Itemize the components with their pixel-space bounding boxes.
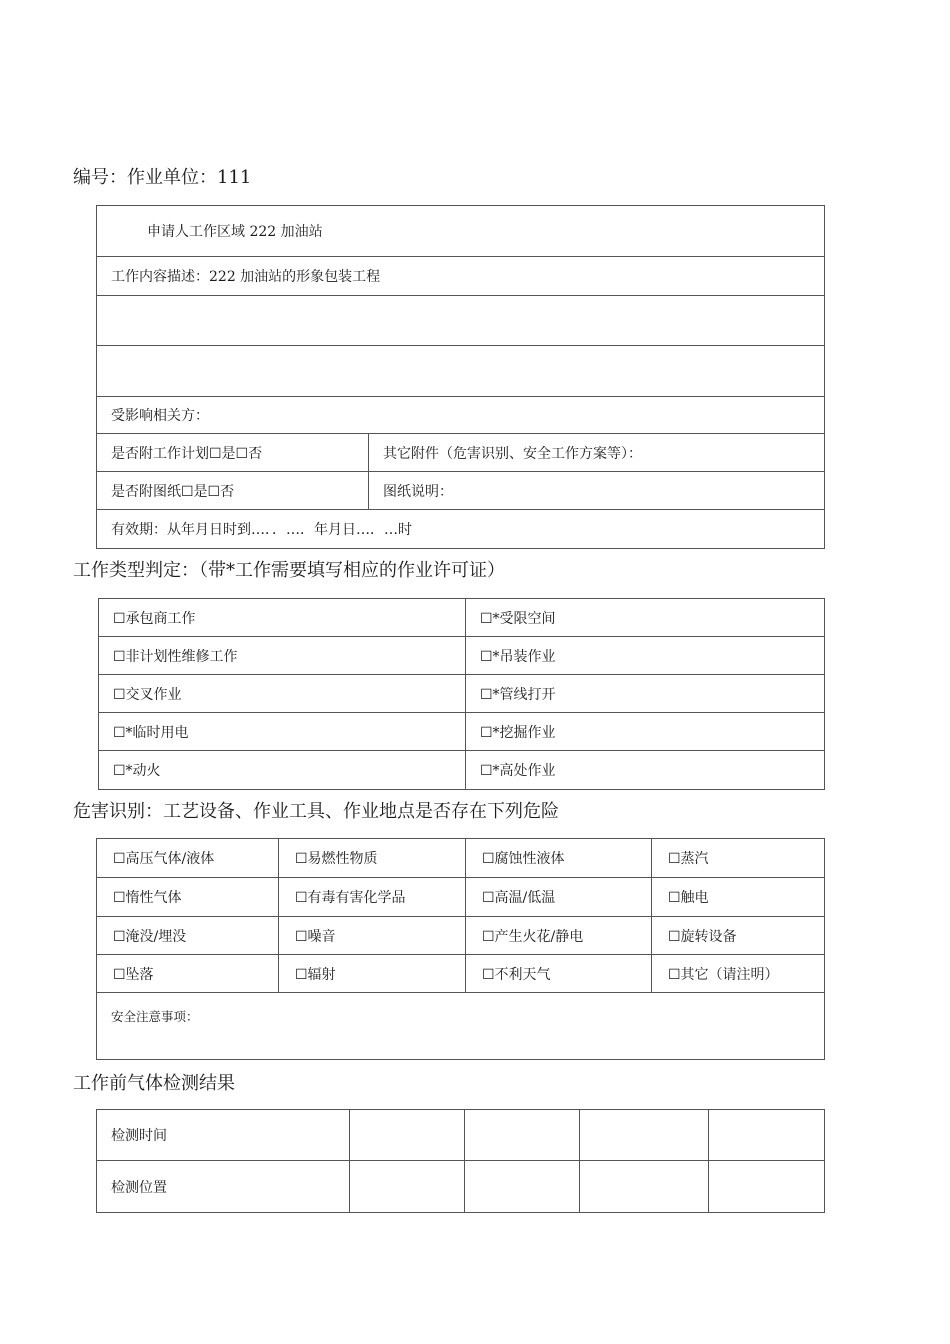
- hazards-heading: 危害识别：工艺设备、作业工具、作业地点是否存在下列危险: [73, 801, 559, 822]
- test-location-label: 检测位置: [97, 1161, 350, 1213]
- blank-row-2[interactable]: [97, 346, 825, 397]
- applicant-area-field[interactable]: 申请人工作区域 222 加油站: [97, 206, 825, 257]
- hazard-option[interactable]: ☐噪音: [279, 917, 466, 955]
- test-cell[interactable]: [350, 1110, 465, 1161]
- drawing-notes-field[interactable]: 图纸说明：: [369, 472, 825, 510]
- hazard-option[interactable]: ☐不利天气: [466, 955, 652, 993]
- work-description-field[interactable]: 工作内容描述：222 加油站的形象包装工程: [97, 257, 825, 296]
- test-cell[interactable]: [580, 1110, 709, 1161]
- validity-field[interactable]: 有效期：从年月日时到…．．…．年月日…．…时: [97, 510, 825, 549]
- test-cell[interactable]: [709, 1161, 825, 1213]
- hazard-option[interactable]: ☐旋转设备: [652, 917, 825, 955]
- blank-row-1[interactable]: [97, 296, 825, 346]
- work-type-option[interactable]: ☐交叉作业: [99, 675, 466, 713]
- hazard-option[interactable]: ☐其它（请注明）: [652, 955, 825, 993]
- work-type-option[interactable]: ☐承包商工作: [99, 599, 466, 637]
- hazard-option[interactable]: ☐高温/低温: [466, 878, 652, 917]
- test-cell[interactable]: [709, 1110, 825, 1161]
- work-type-option[interactable]: ☐*吊装作业: [466, 637, 825, 675]
- drawings-attached-field[interactable]: 是否附图纸☐是☐否: [97, 472, 369, 510]
- work-plan-attached-field[interactable]: 是否附工作计划☐是☐否: [97, 434, 369, 472]
- hazard-option[interactable]: ☐触电: [652, 878, 825, 917]
- hazard-option[interactable]: ☐有毒有害化学品: [279, 878, 466, 917]
- test-time-label: 检测时间: [97, 1110, 350, 1161]
- hazard-option[interactable]: ☐易燃性物质: [279, 839, 466, 878]
- hazards-table: [96, 838, 825, 1060]
- work-type-option[interactable]: ☐*挖掘作业: [466, 713, 825, 751]
- gas-test-table: [96, 1109, 825, 1213]
- hazard-option[interactable]: ☐蒸汽: [652, 839, 825, 878]
- safety-notes-field[interactable]: 安全注意事项：: [97, 993, 825, 1060]
- work-type-option[interactable]: ☐*动火: [99, 751, 466, 790]
- work-type-option[interactable]: ☐*受限空间: [466, 599, 825, 637]
- work-type-option[interactable]: ☐*管线打开: [466, 675, 825, 713]
- form-number-title: 编号：作业单位：111: [73, 167, 252, 188]
- test-cell[interactable]: [465, 1161, 580, 1213]
- hazard-option[interactable]: ☐坠落: [97, 955, 279, 993]
- hazard-option[interactable]: ☐淹没/埋没: [97, 917, 279, 955]
- work-type-heading: 工作类型判定：（带*工作需要填写相应的作业许可证）: [73, 560, 505, 581]
- work-type-option[interactable]: ☐*临时用电: [99, 713, 466, 751]
- test-cell[interactable]: [350, 1161, 465, 1213]
- work-type-table: [98, 598, 825, 790]
- test-cell[interactable]: [580, 1161, 709, 1213]
- work-type-option[interactable]: ☐*高处作业: [466, 751, 825, 790]
- application-table: [96, 205, 825, 549]
- test-cell[interactable]: [465, 1110, 580, 1161]
- affected-parties-field[interactable]: 受影响相关方：: [97, 397, 825, 434]
- hazard-option[interactable]: ☐腐蚀性液体: [466, 839, 652, 878]
- work-type-option[interactable]: ☐非计划性维修工作: [99, 637, 466, 675]
- hazard-option[interactable]: ☐产生火花/静电: [466, 917, 652, 955]
- gas-test-heading: 工作前气体检测结果: [73, 1073, 235, 1094]
- hazard-option[interactable]: ☐惰性气体: [97, 878, 279, 917]
- hazard-option[interactable]: ☐高压气体/液体: [97, 839, 279, 878]
- other-attachments-field[interactable]: 其它附件（危害识别、安全工作方案等）：: [369, 434, 825, 472]
- hazard-option[interactable]: ☐辐射: [279, 955, 466, 993]
